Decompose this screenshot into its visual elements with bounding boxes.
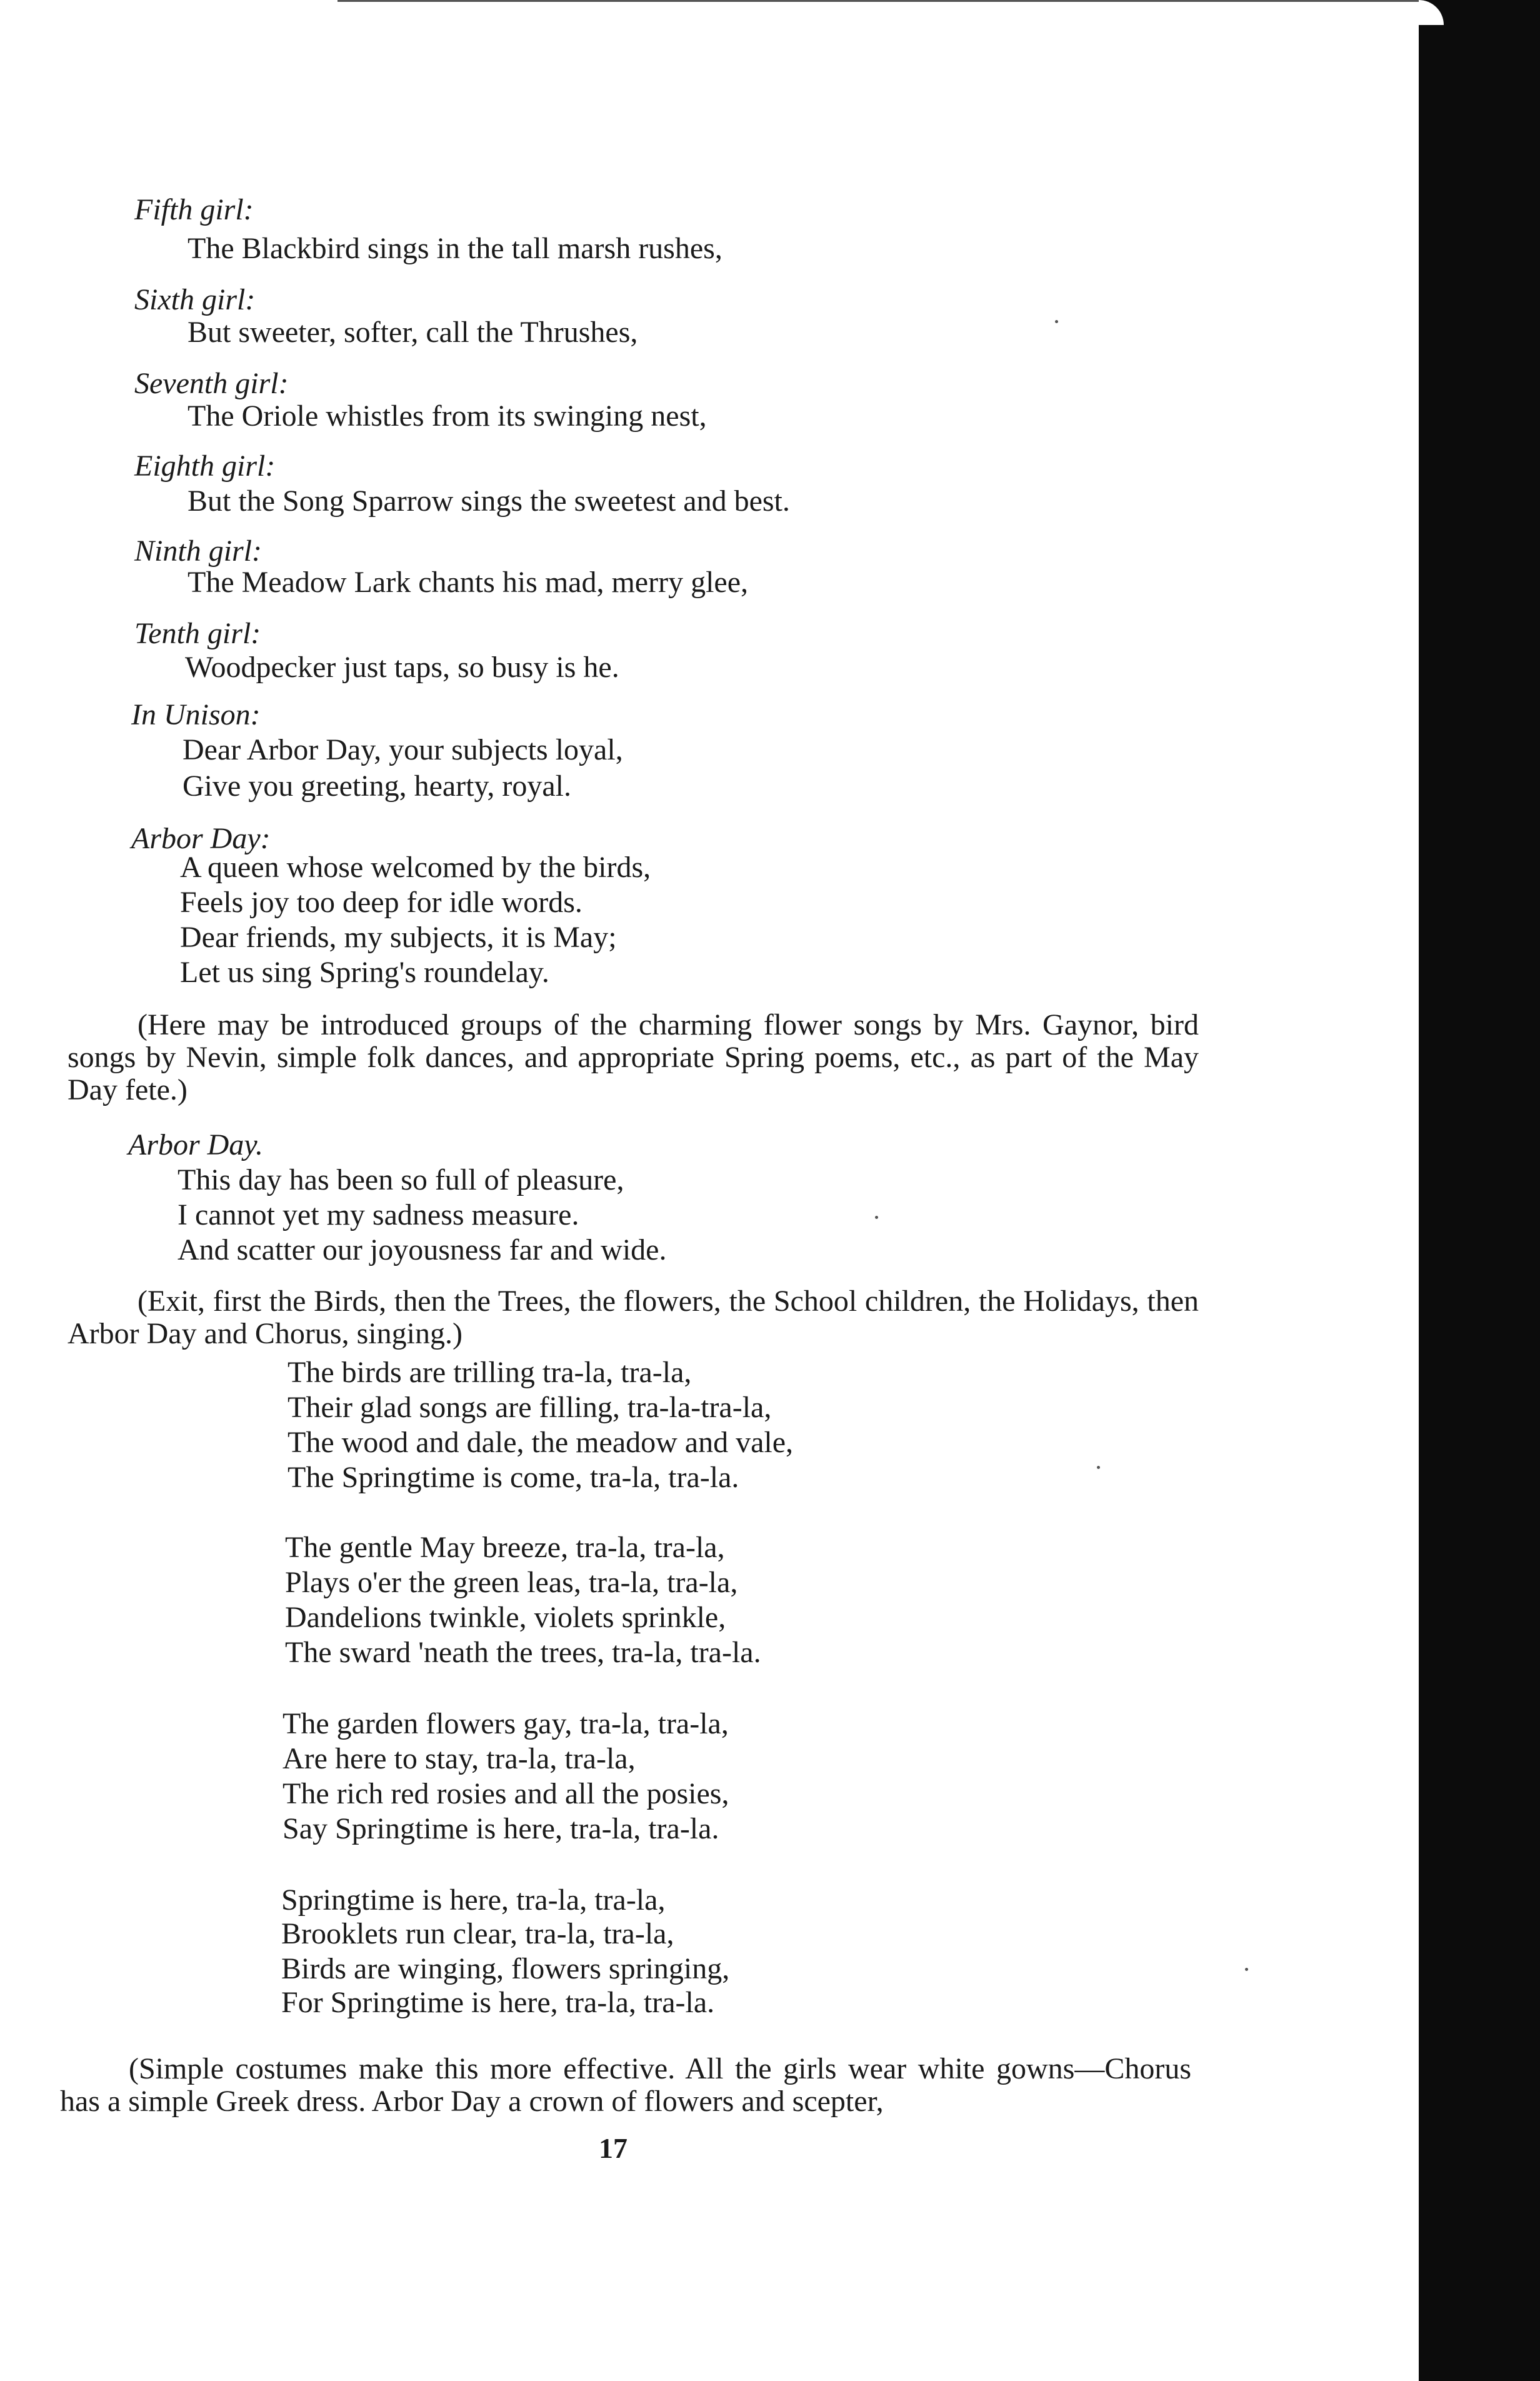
scan-dark-edge <box>1419 0 1540 2381</box>
speaker-seventh-girl: Seventh girl: <box>134 367 289 400</box>
dialogue-line: Feels joy too deep for idle words. <box>180 886 582 919</box>
dialogue-line: Give you greeting, hearty, royal. <box>182 769 572 803</box>
scan-speck <box>1097 1466 1100 1469</box>
dialogue-line: The Blackbird sings in the tall marsh rushes, <box>188 232 722 265</box>
stage-direction: (Here may be introduced groups of the charming flower songs by Mrs. Gaynor, bird songs by Nevin, simple folk dances, and appropriate Spring poems, etc., as part of the May Day fete.) <box>68 1008 1199 1106</box>
dialogue-line: This day has been so full of pleasure, <box>178 1163 624 1196</box>
song-line: Their glad songs are filling, tra-la-tra-la, <box>288 1391 772 1424</box>
scan-speck <box>1245 1968 1248 1971</box>
song-line: Are here to stay, tra-la, tra-la, <box>282 1742 636 1775</box>
dialogue-line: Woodpecker just taps, so busy is he. <box>185 651 619 684</box>
dialogue-line: The Oriole whistles from its swinging nest, <box>188 399 707 433</box>
song-line: The sward 'neath the trees, tra-la, tra-la. <box>285 1636 761 1669</box>
dialogue-line: But sweeter, softer, call the Thrushes, <box>188 316 638 349</box>
song-line: The gentle May breeze, tra-la, tra-la, <box>285 1531 725 1564</box>
dialogue-line: And scatter our joyousness far and wide. <box>178 1233 667 1266</box>
speaker-fifth-girl: Fifth girl: <box>134 193 254 226</box>
song-line: Say Springtime is here, tra-la, tra-la. <box>282 1812 719 1845</box>
speaker-eighth-girl: Eighth girl: <box>134 449 276 483</box>
speaker-ninth-girl: Ninth girl: <box>134 534 262 568</box>
speaker-sixth-girl: Sixth girl: <box>134 283 256 316</box>
dialogue-line: But the Song Sparrow sings the sweetest and best. <box>188 484 790 518</box>
scan-speck <box>875 1216 878 1219</box>
speaker-in-unison: In Unison: <box>131 698 261 731</box>
dialogue-line: Dear Arbor Day, your subjects loyal, <box>182 733 623 766</box>
song-line: For Springtime is here, tra-la, tra-la. <box>281 1986 715 2019</box>
song-line: Birds are winging, flowers springing, <box>281 1952 730 1985</box>
dialogue-line: Let us sing Spring's roundelay. <box>180 956 549 989</box>
top-rule <box>338 0 1450 2</box>
dialogue-line: A queen whose welcomed by the birds, <box>180 851 651 884</box>
song-line: Brooklets run clear, tra-la, tra-la, <box>281 1917 674 1950</box>
stage-direction: (Simple costumes make this more effective. All the girls wear white gowns—Chorus has a simple Greek dress. Arbor Day a crown of flowers and scepter, <box>60 2052 1191 2118</box>
scan-speck <box>1055 320 1058 323</box>
speaker-tenth-girl: Tenth girl: <box>134 617 261 650</box>
stage-direction: (Exit, first the Birds, then the Trees, the flowers, the School children, the Holidays, then Arbor Day and Chorus, singing.) <box>68 1285 1199 1350</box>
dialogue-line: I cannot yet my sadness measure. <box>178 1198 579 1231</box>
dialogue-line: The Meadow Lark chants his mad, merry glee, <box>188 566 749 599</box>
song-line: The wood and dale, the meadow and vale, <box>288 1426 794 1459</box>
speaker-arbor-day: Arbor Day: <box>131 822 271 855</box>
song-line: Dandelions twinkle, violets sprinkle, <box>285 1601 726 1634</box>
speaker-arbor-day-closing: Arbor Day. <box>128 1128 263 1161</box>
dialogue-line: Dear friends, my subjects, it is May; <box>180 921 617 954</box>
song-line: The Springtime is come, tra-la, tra-la. <box>288 1461 739 1494</box>
page-number: 17 <box>599 2132 628 2164</box>
song-line: Plays o'er the green leas, tra-la, tra-la, <box>285 1566 738 1599</box>
song-line: The birds are trilling tra-la, tra-la, <box>288 1356 692 1389</box>
song-line: The garden flowers gay, tra-la, tra-la, <box>282 1707 729 1740</box>
song-line: Springtime is here, tra-la, tra-la, <box>281 1883 666 1917</box>
song-line: The rich red rosies and all the posies, <box>282 1777 729 1810</box>
